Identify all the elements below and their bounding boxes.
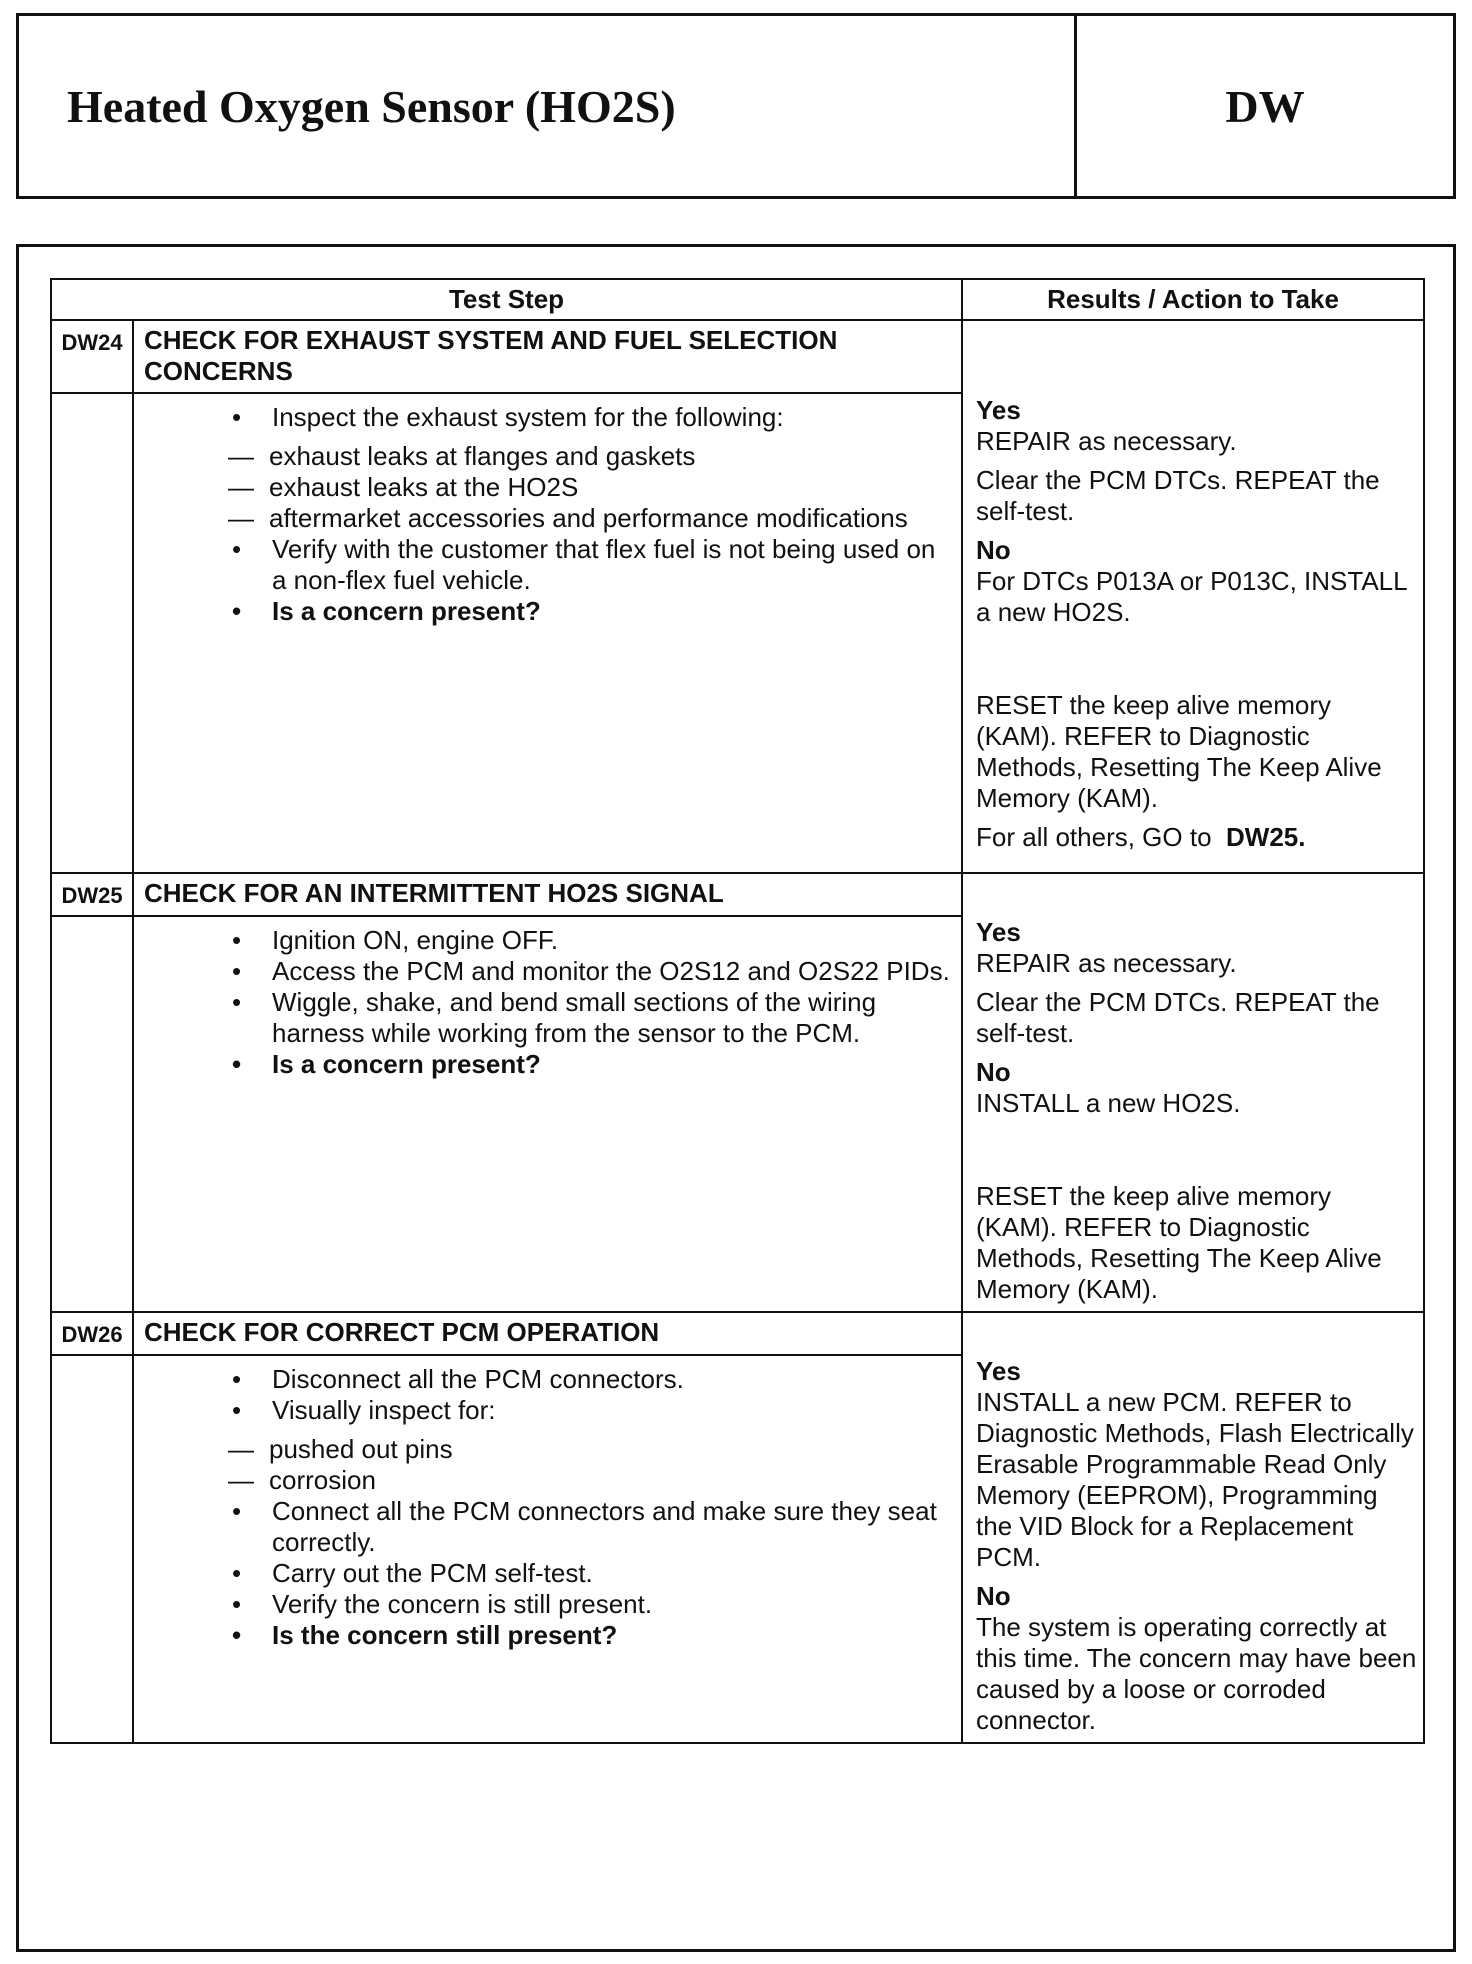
step-code: DW26 bbox=[51, 1312, 133, 1355]
yes-action: REPAIR as necessary. bbox=[976, 948, 1237, 978]
no-action: INSTALL a new HO2S. bbox=[976, 1088, 1241, 1118]
list-item: • Visually inspect for: — pushed out pins — corrosion bbox=[272, 1395, 951, 1496]
no-label: No bbox=[976, 1581, 1011, 1611]
step-reference[interactable]: DW25. bbox=[1226, 822, 1306, 852]
list-item: • Ignition ON, engine OFF. bbox=[272, 925, 951, 956]
list-item: • Verify with the customer that flex fuel is not being used on a non-flex fuel vehicle. bbox=[272, 534, 951, 596]
yes-action: INSTALL a new PCM. REFER to Diagnostic Methods, Flash Electrically Erasable Programmable Read Only Memory (EEPROM), Programming the VID Block for a Replacement PCM. bbox=[976, 1387, 1414, 1572]
step-results bbox=[962, 873, 1424, 1312]
list-item: • Inspect the exhaust system for the following: — exhaust leaks at flanges and gaskets — exhaust leaks at the HO2S — aftermarket accessories and performance modifications bbox=[272, 402, 951, 534]
yes-label: Yes bbox=[976, 395, 1021, 425]
no-label: No bbox=[976, 535, 1011, 565]
table-row bbox=[51, 320, 1424, 393]
list-item: — exhaust leaks at flanges and gaskets bbox=[228, 441, 951, 472]
step-title: CHECK FOR CORRECT PCM OPERATION bbox=[133, 1312, 962, 1355]
list-item: • Is a concern present? bbox=[272, 596, 951, 627]
list-item: — exhaust leaks at the HO2S bbox=[228, 472, 951, 503]
no-action: For DTCs P013A or P013C, INSTALL a new HO2S. bbox=[976, 566, 1407, 627]
list-item: — corrosion bbox=[228, 1465, 951, 1496]
list-item: • Is the concern still present? bbox=[272, 1620, 951, 1651]
step-instructions bbox=[133, 1355, 962, 1743]
step-title: CHECK FOR EXHAUST SYSTEM AND FUEL SELECTION CONCERNS bbox=[133, 320, 962, 393]
step-results bbox=[962, 320, 1424, 873]
page-title: Heated Oxygen Sensor (HO2S) bbox=[19, 16, 1077, 196]
section-code: DW bbox=[1225, 80, 1305, 132]
list-item: • Carry out the PCM self-test. bbox=[272, 1558, 951, 1589]
no-label: No bbox=[976, 1057, 1011, 1087]
yes-action: Clear the PCM DTCs. REPEAT the self-test. bbox=[976, 465, 1380, 526]
step-title: CHECK FOR AN INTERMITTENT HO2S SIGNAL bbox=[133, 873, 962, 916]
no-action: RESET the keep alive memory (KAM). REFER to Diagnostic Methods, Resetting The Keep Alive Memory (KAM). bbox=[976, 1181, 1382, 1304]
list-item: • Wiggle, shake, and bend small sections of the wiring harness while working from the sensor to the PCM. bbox=[272, 987, 951, 1049]
table-row bbox=[51, 873, 1424, 916]
yes-action: REPAIR as necessary. bbox=[976, 426, 1237, 456]
table-header-row bbox=[51, 279, 1424, 320]
list-item: • Verify the concern is still present. bbox=[272, 1589, 951, 1620]
no-action: For all others, GO to DW25. bbox=[976, 822, 1306, 852]
yes-label: Yes bbox=[976, 1356, 1021, 1386]
yes-action: Clear the PCM DTCs. REPEAT the self-test. bbox=[976, 987, 1380, 1048]
page-header bbox=[16, 13, 1456, 199]
yes-label: Yes bbox=[976, 917, 1021, 947]
list-item: • Is a concern present? bbox=[272, 1049, 951, 1080]
test-step-header: Test Step bbox=[51, 279, 962, 320]
table-row bbox=[51, 1312, 1424, 1355]
list-item: — pushed out pins bbox=[228, 1434, 951, 1465]
step-instructions bbox=[133, 393, 962, 873]
step-code: DW25 bbox=[51, 873, 133, 916]
list-item: • Access the PCM and monitor the O2S12 and O2S22 PIDs. bbox=[272, 956, 951, 987]
results-header: Results / Action to Take bbox=[962, 279, 1424, 320]
step-code: DW24 bbox=[51, 320, 133, 393]
list-item: • Disconnect all the PCM connectors. bbox=[272, 1364, 951, 1395]
no-action: RESET the keep alive memory (KAM). REFER to Diagnostic Methods, Resetting The Keep Alive Memory (KAM). bbox=[976, 690, 1382, 813]
list-item: — aftermarket accessories and performance modifications bbox=[228, 503, 951, 534]
no-action: The system is operating correctly at this time. The concern may have been caused by a loose or corroded connector. bbox=[976, 1612, 1417, 1735]
step-instructions bbox=[133, 916, 962, 1312]
step-results bbox=[962, 1312, 1424, 1743]
test-step-table bbox=[50, 278, 1425, 1744]
list-item: • Connect all the PCM connectors and make sure they seat correctly. bbox=[272, 1496, 951, 1558]
